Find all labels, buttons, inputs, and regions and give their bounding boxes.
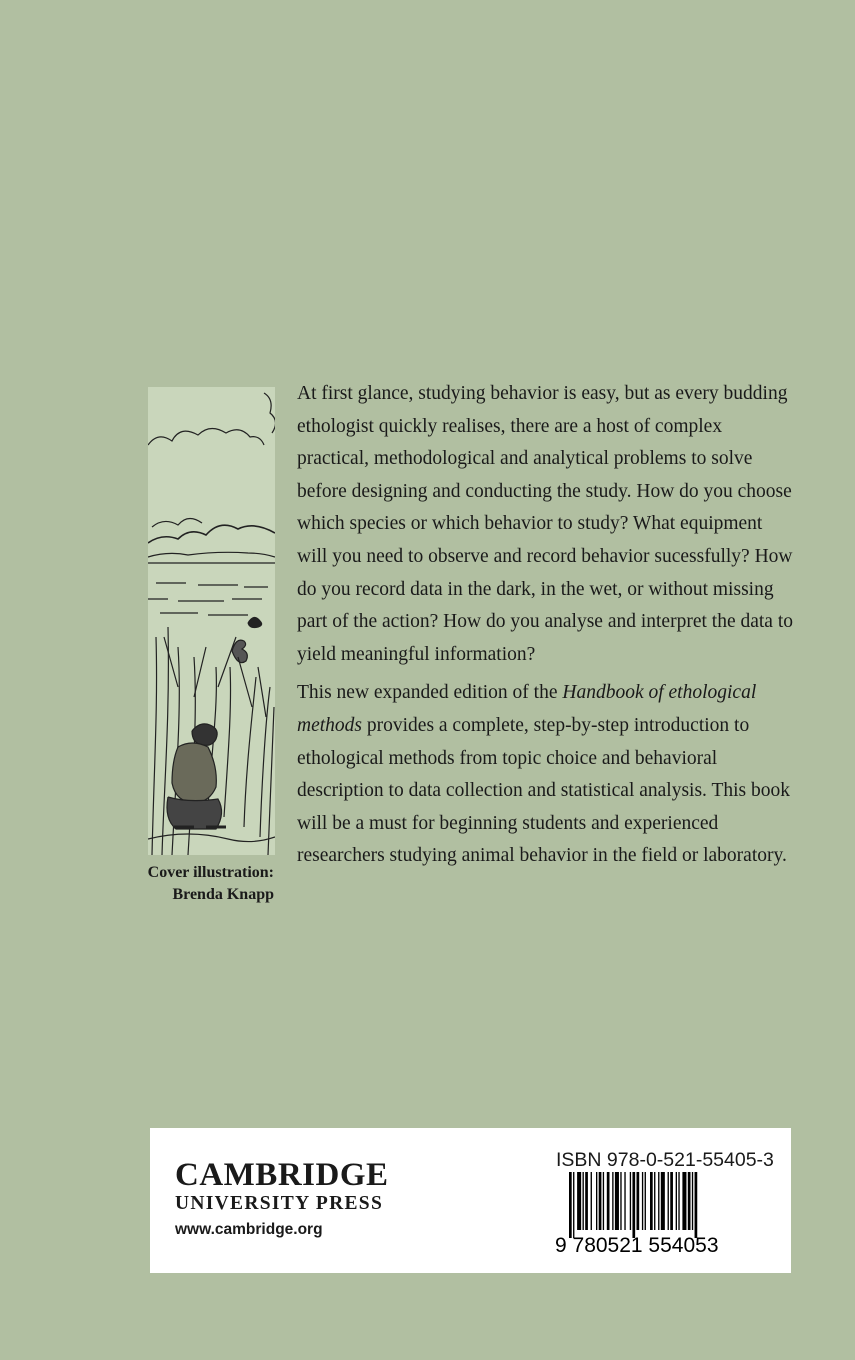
barcode-bar xyxy=(682,1172,686,1230)
barcode-bar xyxy=(607,1172,610,1230)
barcode-bar xyxy=(630,1172,631,1230)
barcode-bar xyxy=(688,1172,691,1230)
publisher-subtitle: UNIVERSITY PRESS xyxy=(175,1193,384,1214)
barcode-bar xyxy=(615,1172,619,1230)
barcode-bar xyxy=(620,1172,621,1230)
barcode-bar xyxy=(577,1172,581,1230)
barcode-bar xyxy=(637,1172,640,1230)
barcode-panel xyxy=(150,1128,791,1273)
blurb-paragraph-2-end: provides a complete, step-by-step introduction to ethological methods from topic choice and behavioral description to data collection and statistical analysis. This book will be a must for beginning students and experienced researchers studying animal behavior in the field or laboratory. xyxy=(297,714,790,867)
barcode-bar xyxy=(645,1172,646,1230)
blurb-paragraph-2 xyxy=(297,677,797,873)
publisher-website: www.cambridge.org xyxy=(175,1221,323,1238)
barcode-bar xyxy=(591,1172,592,1230)
barcode-bar xyxy=(603,1172,604,1230)
barcode-bar xyxy=(632,1172,635,1238)
barcode-bar xyxy=(676,1172,677,1230)
barcode-bar xyxy=(661,1172,665,1230)
cover-illustration xyxy=(148,387,275,855)
barcode-bar xyxy=(658,1172,659,1230)
caption-line-1: Cover illustration: xyxy=(147,864,274,881)
barcode-digits: 9 780521 554053 xyxy=(555,1234,719,1254)
barcode-bar xyxy=(583,1172,584,1230)
back-cover-blurb xyxy=(297,378,797,873)
blurb-paragraph-2-start: This new expanded edition of the xyxy=(297,682,563,704)
barcode-bar xyxy=(596,1172,597,1230)
barcode-bar xyxy=(668,1172,669,1230)
barcode-bar xyxy=(695,1172,698,1238)
blurb-paragraph-1: At first glance, studying behavior is easy, but as every budding ethologist quickly realises, there are a host of complex practical, methodological and analytical problems to solve before designing and conducting the study. How do you choose which species or which behavior to study? What equipment will you need to observe and record behavior sucessfully? How do you record data in the dark, in the wet, or without missing part of the action? How do you analyse and interpret the data to yield meaningful information? xyxy=(297,383,793,665)
barcode-bar xyxy=(654,1172,655,1230)
barcode-bar xyxy=(692,1172,693,1230)
barcode-bar xyxy=(569,1172,572,1238)
barcode xyxy=(555,1172,761,1254)
illustration-drawing xyxy=(148,387,275,855)
barcode-bar xyxy=(678,1172,679,1230)
barcode-bar xyxy=(612,1172,613,1230)
publisher-block xyxy=(175,1158,415,1242)
barcode-bars xyxy=(569,1172,697,1238)
caption-line-2: Brenda Knapp xyxy=(172,886,274,903)
barcode-bar xyxy=(650,1172,653,1230)
illustration-caption xyxy=(112,862,274,906)
publisher-name: CAMBRIDGE xyxy=(175,1157,389,1193)
barcode-bar xyxy=(642,1172,643,1230)
isbn-label: ISBN 978-0-521-55405-3 xyxy=(556,1149,774,1171)
book-title: Handbook of ethological methods xyxy=(297,682,757,736)
barcode-bar xyxy=(599,1172,602,1230)
barcode-bar xyxy=(573,1172,574,1238)
barcode-bar xyxy=(585,1172,588,1230)
barcode-bar xyxy=(624,1172,625,1230)
barcode-bar xyxy=(670,1172,673,1230)
